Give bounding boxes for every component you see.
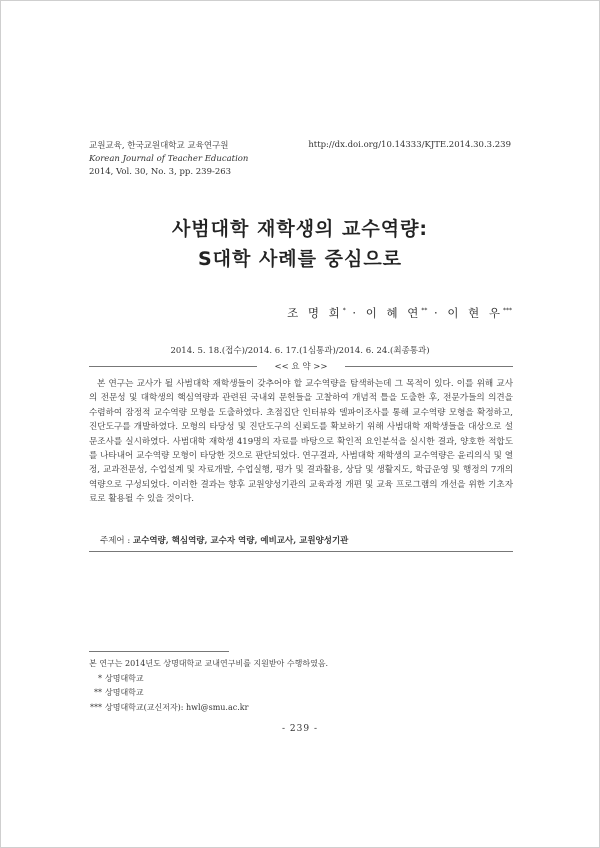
keywords [100,534,348,546]
author-1: 조 명 희 [287,306,343,320]
abstract-heading: << 요 약 >> [89,360,513,372]
abstract-bottom-rule [89,551,513,552]
affiliation-note-2 [89,686,328,701]
title-line-2: S대학 사례를 중심으로 [197,248,403,270]
footnote-divider [89,651,229,652]
author-separator: · [345,306,366,320]
journal-header [89,140,248,179]
keywords-terms: 교수역량, 핵심역량, 교수자 역량, 예비교사, 교원양성기관 [132,536,349,546]
affiliation-2: 상명대학교 [105,688,144,697]
author-3: 이 현 우 [447,306,503,320]
journal-name-en: Korean Journal of Teacher Education [89,154,249,164]
title-line-1: 사범대학 재학생의 교수역량: [171,218,429,240]
affiliation-note-3 [89,701,328,716]
author-1-mark: * [342,307,346,315]
footnote-mark-1: * [98,673,102,683]
page-number: - 239 - [282,724,318,734]
affiliation-note-1 [89,672,328,687]
keywords-label: 주제어 : [100,536,131,546]
footnotes [89,657,328,715]
author-list [287,305,512,321]
doi-link[interactable]: http://dx.doi.org/10.14333/KJTE.2014.30.3.239 [308,140,511,150]
author-2: 이 혜 연 [365,306,422,320]
footnote-mark-3: *** [90,702,102,712]
author-2-mark: ** [421,307,428,315]
affiliation-1: 상명대학교 [105,673,144,683]
author-3-mark: *** [503,307,512,315]
affiliation-3: 상명대학교(교신저자): hwl@smu.ac.kr [105,702,249,712]
volume-info: 2014, Vol. 30, No. 3, pp. 239-263 [89,167,232,177]
journal-name-ko: 교원교육, 한국교원대학교 교육연구원 [89,141,229,151]
paper-title [0,214,600,274]
author-separator: · [427,306,448,320]
submission-dates: 2014. 5. 18.(접수)/2014. 6. 17.(1심통과)/2014. 6. 24.(최종통과) [170,346,430,356]
funding-note: 본 연구는 2014년도 상명대학교 교내연구비를 지원받아 수행하였음. [89,659,329,668]
abstract-body: 본 연구는 교사가 될 사범대학 재학생들이 갖추어야 할 교수역량을 탐색하는데 그 목적이 있다. 이를 위해 교사의 전문성 및 대학생의 핵심역량과 관련된 국내외 문헌들을 고찰하여 개념적 틀을 도출한 후, 전문가들의 의견을 수렴하여 잠정적 교수역량 모형을 도출하였다. 초점집단 인터뷰와 델파이조사를 통해 교수역량 모형을 확정하고, 진단도구를 개발하였다. 모형의 타당성 및 진단도구의 신뢰도를 확보하기 위해 사범대학 재학생들을 대상으로 설문조사를 실시하였다. 사범대학 재학생 419명의 자료를 바탕으로 확인적 요인분석을 실시한 결과, 양호한 적합도를 나타내어 교수역량 모형이 타당한 것으로 판단되었다. 연구결과, 사범대학 재학생의 교수역량은 윤리의식 및 열정, 교과전문성, 수업설계 및 자료개발, 수업실행, 평가 및 결과활용, 상담 및 생활지도, 학급운영 및 행정의 7개의 역량으로 구성되었다. 이러한 결과는 향후 교원양성기관의 교육과정 개편 및 교육 프로그램의 개선을 위한 기초자료로 활용될 수 있을 것이다. [89,379,513,505]
footnote-mark-2: ** [94,688,102,697]
